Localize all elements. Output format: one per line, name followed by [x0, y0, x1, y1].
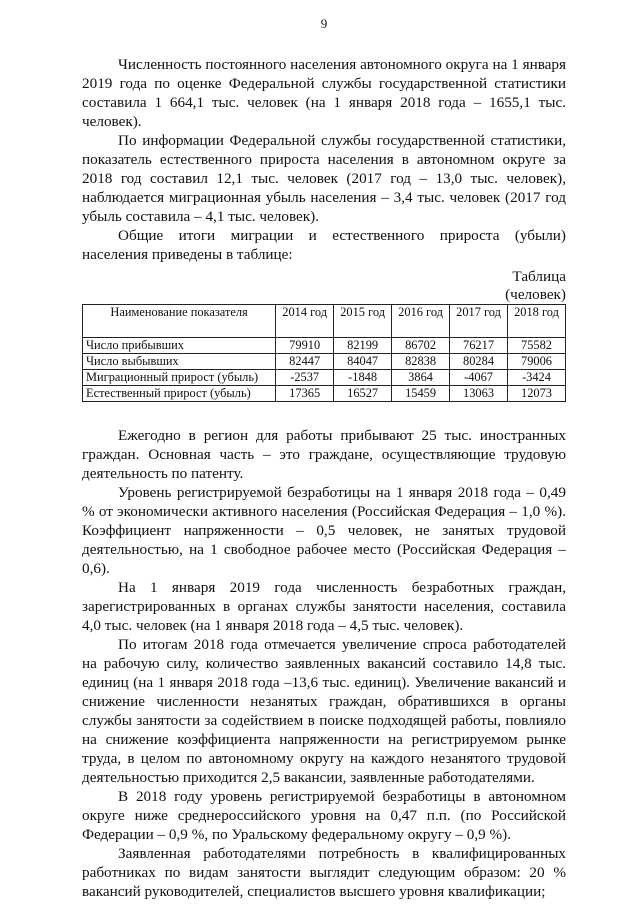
table-cell: -3424 [508, 370, 566, 386]
paragraph-unemployment-comparison: В 2018 году уровень регистрируемой безработицы в автономном округе ниже среднероссийского уровня на 0,47 п.п. (по Российской Федерации – 0,9 %, по Уральскому федеральному округу – 0,9 %). [82, 788, 566, 843]
table-cell: -4067 [450, 370, 508, 386]
table-cell: 84047 [334, 354, 392, 370]
table-cell: 3864 [392, 370, 450, 386]
table-row [83, 338, 566, 354]
row-label: Миграционный прирост (убыль) [83, 370, 276, 386]
paragraph-unemployment-level: Уровень регистрируемой безработицы на 1 января 2018 года – 0,49 % от экономически активного населения (Российская Федерация – 1,0 %). Коэффициент напряженности – 0,5 человек, не занятых трудовой деятельностью, на 1 свободное рабочее место (Российская Федерация – 0,6). [82, 484, 566, 577]
table-header-row [83, 305, 566, 338]
table-cell: 76217 [450, 338, 508, 354]
table-cell: 86702 [392, 338, 450, 354]
table-cell: 80284 [450, 354, 508, 370]
header-indicator-name: Наименование показателя [83, 305, 276, 338]
table-cell: 79006 [508, 354, 566, 370]
table-caption [82, 268, 566, 304]
table-caption-unit: (человек) [505, 286, 566, 303]
header-2017: 2017 год [450, 305, 508, 338]
migration-table [82, 304, 566, 402]
table-cell: 12073 [508, 386, 566, 402]
table-cell: 13063 [450, 386, 508, 402]
table-cell: 16527 [334, 386, 392, 402]
paragraph-table-intro: Общие итоги миграции и естественного прироста (убыли) населения приведены в таблице: [82, 227, 566, 263]
table-cell: 82199 [334, 338, 392, 354]
table-row [83, 386, 566, 402]
paragraph-foreign-workers: Ежегодно в регион для работы прибывают 25 тыс. иностранных граждан. Основная часть – это граждане, осуществляющие трудовую деятельность по патенту. [82, 427, 566, 482]
table-cell: 75582 [508, 338, 566, 354]
paragraph-vacancies: По итогам 2018 года отмечается увеличение спроса работодателей на рабочую силу, количество заявленных вакансий составило 14,8 тыс. единиц (на 1 января 2018 года –13,6 тыс. единиц). Увеличение вакансий и снижение численности незанятых граждан, обратившихся в органы службы занятости за содействием в поиске подходящей работы, повлияло на снижение коэффициента напряженности на регистрируемом рынке труда, в целом по автономному округу на каждого незанятого трудовой деятельностью приходится 2,5 вакансии, заявленные работодателями. [82, 636, 566, 786]
table-caption-title: Таблица [512, 268, 566, 285]
header-2018: 2018 год [508, 305, 566, 338]
header-2015: 2015 год [334, 305, 392, 338]
table-cell: 82838 [392, 354, 450, 370]
header-2016: 2016 год [392, 305, 450, 338]
table-cell: -2537 [276, 370, 334, 386]
header-2014: 2014 год [276, 305, 334, 338]
paragraph-qualified-demand: Заявленная работодателями потребность в квалифицированных работниках по видам занятости выглядит следующим образом: 20 % вакансий руководителей, специалистов высшего уровня квалификации; [82, 845, 566, 900]
page-number: 9 [320, 16, 328, 31]
row-label: Число прибывших [83, 338, 276, 354]
paragraph-natural-growth: По информации Федеральной службы государственной статистики, показатель естественного прироста населения в автономном округе за 2018 год составил 12,1 тыс. человек (2017 год – 13,0 тыс. человек), наблюдается миграционная убыль населения – 3,4 тыс. человек (2017 год убыль составила – 4,1 тыс. человек). [82, 132, 566, 225]
table-cell: 15459 [392, 386, 450, 402]
row-label: Естественный прирост (убыль) [83, 386, 276, 402]
table-row [83, 354, 566, 370]
table-cell: 17365 [276, 386, 334, 402]
table-cell: -1848 [334, 370, 392, 386]
table-row [83, 370, 566, 386]
table-cell: 82447 [276, 354, 334, 370]
paragraph-unemployed-count: На 1 января 2019 года численность безработных граждан, зарегистрированных в органах службы занятости населения, составила 4,0 тыс. человек (на 1 января 2018 года – 4,5 тыс. человек). [82, 579, 566, 634]
paragraph-population: Численность постоянного населения автономного округа на 1 января 2019 года по оценке Федеральной службы государственной статистики составила 1 664,1 тыс. человек (на 1 января 2018 года – 1655,1 тыс. человек). [82, 56, 566, 130]
table-cell: 79910 [276, 338, 334, 354]
row-label: Число выбывших [83, 354, 276, 370]
